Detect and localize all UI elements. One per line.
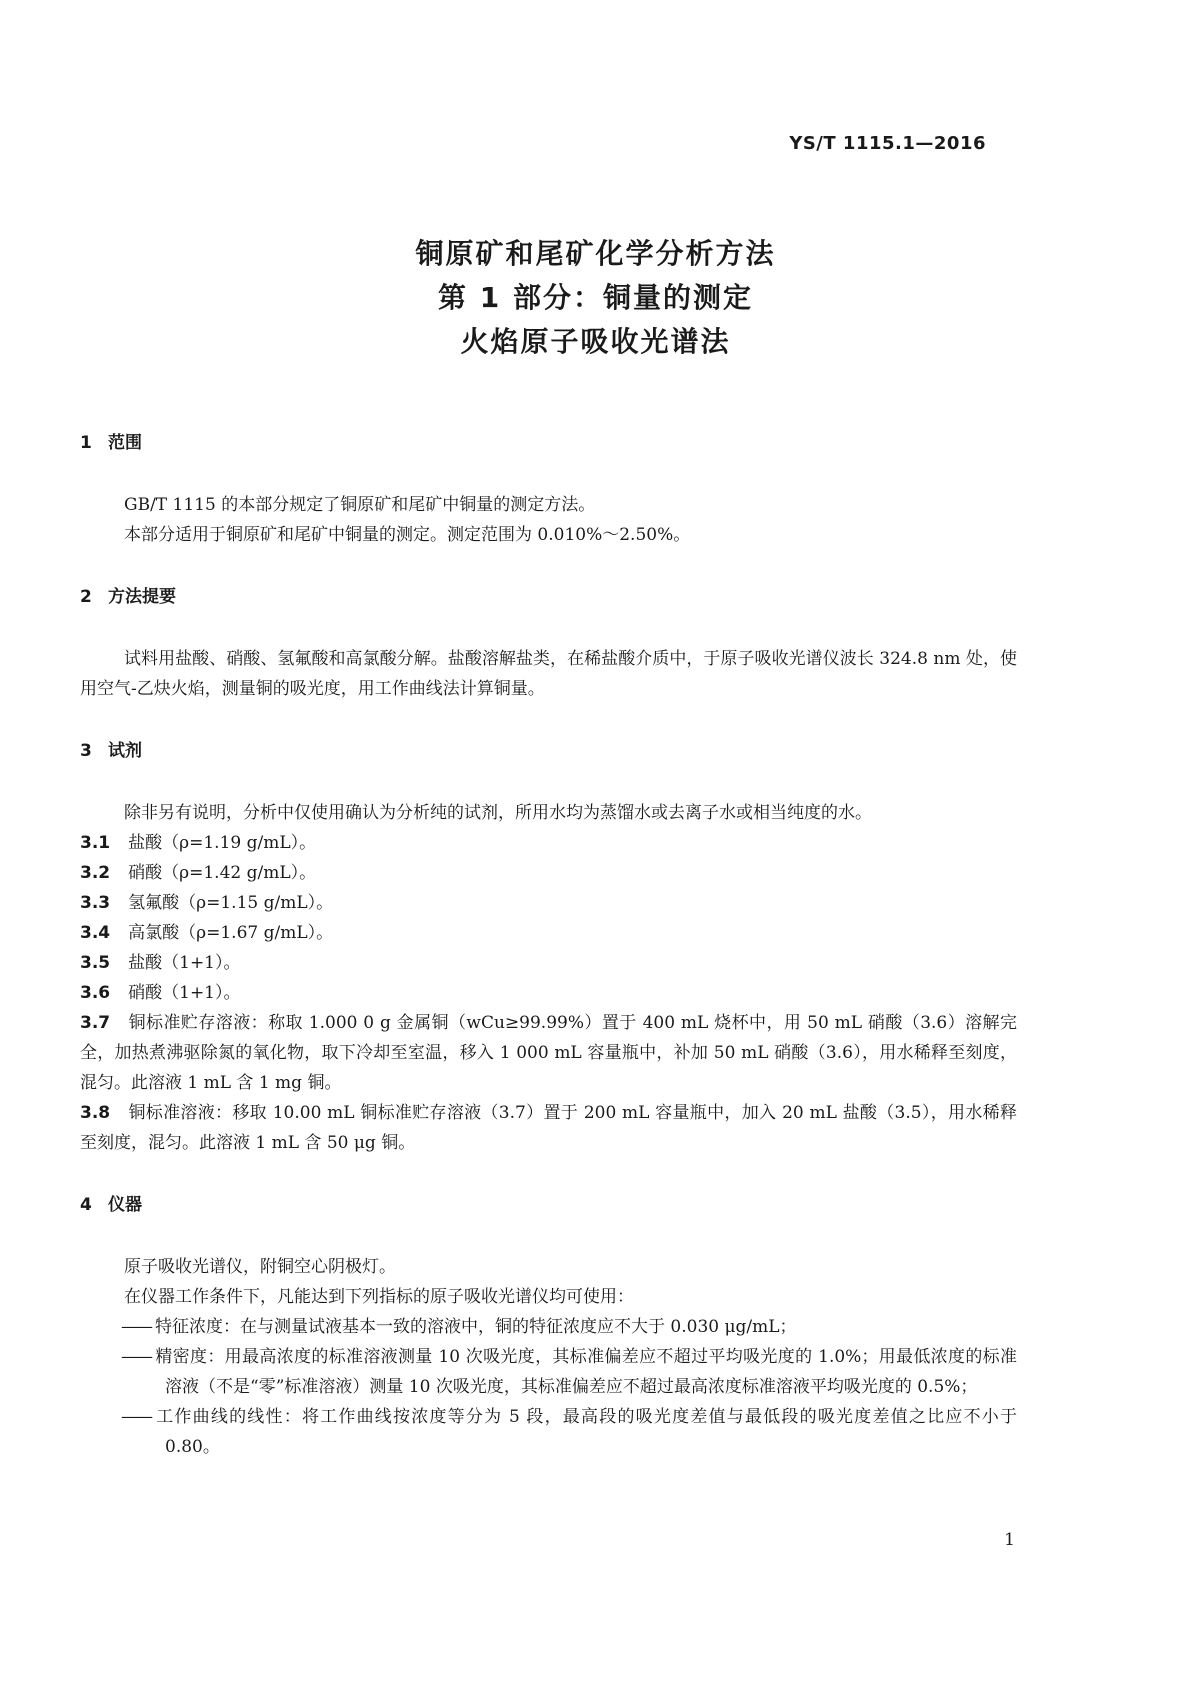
dash-marker: —— [121, 1407, 151, 1427]
section-number: 2 [80, 587, 92, 607]
section-title: 仪器 [108, 1195, 142, 1215]
section-title: 试剂 [108, 741, 142, 761]
paragraph: 原子吸收光谱仪，附铜空心阴极灯。 [124, 1257, 396, 1277]
clause-text: 铜标准溶液：移取 10.00 mL 铜标准贮存溶液（3.7）置于 200 mL 容量瓶中，加入 20 mL 盐酸（3.5），用水稀释至刻度，混匀。此溶液 1 mL 含 50 μg 铜。 [80, 1103, 1017, 1153]
clause-number: 3.6 [80, 983, 111, 1003]
paragraph: 本部分适用于铜原矿和尾矿中铜量的测定。测定范围为 0.010%～2.50%。 [124, 525, 691, 545]
paragraph: 除非另有说明，分析中仅使用确认为分析纯的试剂，所用水均为蒸馏水或去离子水或相当纯度的水。 [124, 803, 872, 823]
list-item [80, 1342, 1017, 1402]
title-line-2: 第 1 部分：铜量的测定 [438, 281, 753, 314]
dash-marker: —— [121, 1347, 151, 1367]
page-number: 1 [1004, 1530, 1015, 1550]
clause-3-6 [80, 978, 1017, 1008]
clause-number: 3.2 [80, 863, 111, 883]
clause-number: 3.5 [80, 953, 111, 973]
list-item [80, 1402, 1017, 1462]
clause-text: 硝酸（ρ=1.42 g/mL）。 [128, 863, 317, 883]
section-title: 方法提要 [108, 587, 176, 607]
list-item-text: 工作曲线的线性：将工作曲线按浓度等分为 5 段，最高段的吸光度差值与最低段的吸光度差值之比应不小于 0.80。 [155, 1407, 1017, 1457]
section-number: 3 [80, 741, 92, 761]
clause-text: 盐酸（ρ=1.19 g/mL）。 [128, 833, 317, 853]
clause-text: 铜标准贮存溶液：称取 1.000 0 g 金属铜（wCu≥99.99%）置于 400 mL 烧杯中，用 50 mL 硝酸（3.6）溶解完全，加热煮沸驱除氮的氧化物，取下冷却至室温，移入 1 000 mL 容量瓶中，补加 50 mL 硝酸（3.6），用水稀释至刻度，混匀。此溶液 1 mL 含 1 mg 铜。 [80, 1013, 1017, 1093]
section-3-heading [80, 736, 1017, 766]
section-4-heading [80, 1190, 1017, 1220]
clause-text: 盐酸（1+1）。 [128, 953, 241, 973]
clause-3-2 [80, 858, 1017, 888]
title-line-1: 铜原矿和尾矿化学分析方法 [415, 237, 776, 270]
list-item-text: 特征浓度：在与测量试液基本一致的溶液中，铜的特征浓度应不大于 0.030 μg/mL； [155, 1317, 797, 1337]
clause-number: 3.7 [80, 1013, 111, 1033]
clause-3-8 [80, 1098, 1017, 1158]
clause-3-5 [80, 948, 1017, 978]
paragraph: GB/T 1115 的本部分规定了铜原矿和尾矿中铜量的测定方法。 [124, 495, 596, 515]
paragraph: 试料用盐酸、硝酸、氢氟酸和高氯酸分解。盐酸溶解盐类，在稀盐酸介质中，于原子吸收光谱仪波长 324.8 nm 处，使用空气-乙炔火焰，测量铜的吸光度，用工作曲线法计算铜量。 [80, 649, 1017, 699]
clause-number: 3.1 [80, 833, 111, 853]
title-line-3: 火焰原子吸收光谱法 [460, 325, 731, 358]
dash-marker: —— [121, 1317, 151, 1337]
clause-3-4 [80, 918, 1017, 948]
section-1-heading [80, 428, 1017, 458]
clause-3-3 [80, 888, 1017, 918]
clause-text: 硝酸（1+1）。 [128, 983, 241, 1003]
clause-number: 3.3 [80, 893, 111, 913]
clause-text: 高氯酸（ρ=1.67 g/mL）。 [128, 923, 334, 943]
section-title: 范围 [108, 433, 142, 453]
document-body [80, 428, 1017, 1462]
section-2-heading [80, 582, 1017, 612]
section-number: 4 [80, 1195, 92, 1215]
document-id: YS/T 1115.1—2016 [789, 133, 986, 154]
clause-3-1 [80, 828, 1017, 858]
clause-number: 3.4 [80, 923, 111, 943]
clause-3-7 [80, 1008, 1017, 1098]
list-item [80, 1312, 1017, 1342]
paragraph: 在仪器工作条件下，凡能达到下列指标的原子吸收光谱仪均可使用： [124, 1287, 634, 1307]
clause-number: 3.8 [80, 1103, 111, 1123]
section-number: 1 [80, 433, 92, 453]
document-title [0, 232, 1191, 364]
clause-text: 氢氟酸（ρ=1.15 g/mL）。 [128, 893, 334, 913]
list-item-text: 精密度：用最高浓度的标准溶液测量 10 次吸光度，其标准偏差应不超过平均吸光度的 1.0%；用最低浓度的标准溶液（不是“零”标准溶液）测量 10 次吸光度，其标准偏差应不超过最高浓度标准溶液平均吸光度的 0.5%； [155, 1347, 1017, 1397]
